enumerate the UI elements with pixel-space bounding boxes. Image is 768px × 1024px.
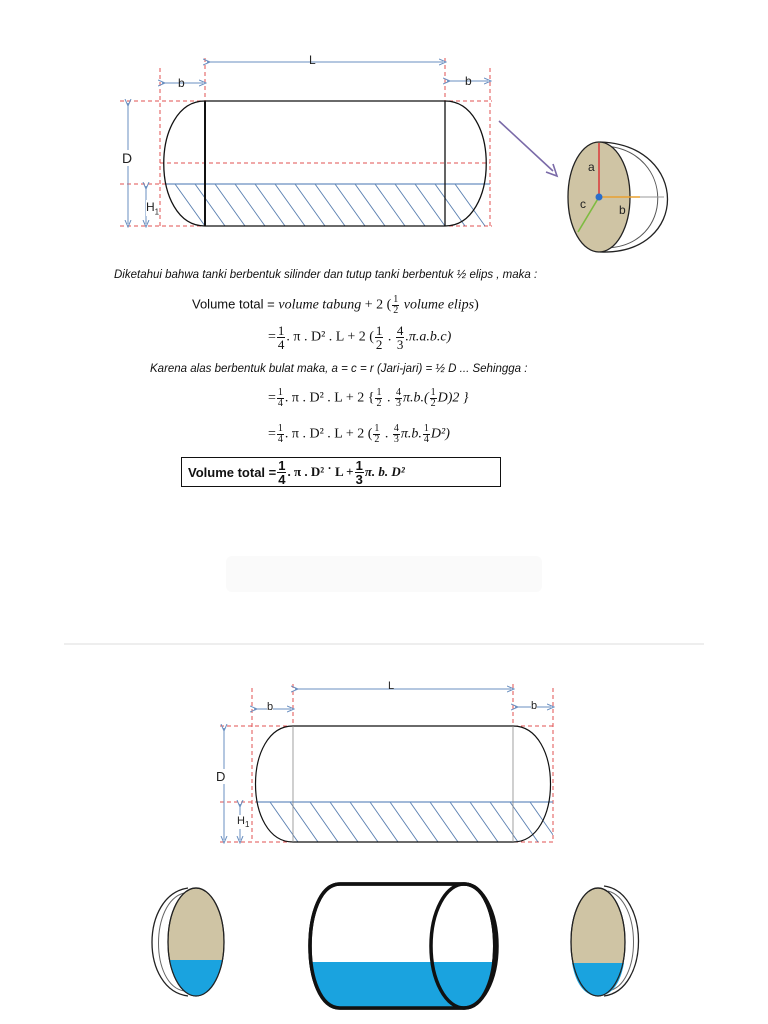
bottom-label-H-text: H <box>237 815 245 827</box>
bottom-label-H-sub: 1 <box>244 820 250 830</box>
eq2-q-den: 4 <box>277 337 285 352</box>
eq3-dot: . <box>383 390 394 406</box>
eq4-mid2: π.b. <box>400 426 422 442</box>
bottom-label-L: L <box>388 680 395 692</box>
liquid-hatch <box>175 184 485 226</box>
cylinder-center <box>296 884 506 1012</box>
label-b-left: b <box>178 76 185 90</box>
final-t-den: 3 <box>355 471 363 487</box>
eq4-q-den: 4 <box>277 434 283 445</box>
because-text: Karena alas berbentuk bulat maka, a = c = r (Jari-jari) = ½ D ... Sehingga : <box>150 363 528 375</box>
eq2-t-num: 4 <box>396 323 404 338</box>
eq3-quarter <box>277 388 284 409</box>
eq3-q-num: 1 <box>277 387 283 398</box>
eq4-third <box>393 424 400 445</box>
faded-region <box>226 556 542 592</box>
eq2-third <box>396 324 405 351</box>
eq1-half-num: 1 <box>393 294 399 305</box>
eq3-end: D)2 } <box>437 390 469 406</box>
eq3-t-num: 4 <box>395 387 401 398</box>
ellipse-label-b: b <box>619 203 626 217</box>
eq4-half <box>373 424 380 445</box>
eq1-tabung: volume tabung <box>278 297 362 313</box>
eq1-half-den: 2 <box>393 305 399 316</box>
final-quarter <box>277 459 286 486</box>
label-L: L <box>309 53 316 67</box>
eq1-plus2: + 2 ( <box>361 297 392 313</box>
eq4-quarter <box>277 424 284 445</box>
tank-diagram-top <box>0 0 768 260</box>
eq2-h-den: 2 <box>375 337 383 352</box>
bottom-label-H1 <box>237 815 249 829</box>
eq1-prefix: Volume total = <box>192 296 279 312</box>
eq2-end: .π.a.b.c) <box>405 329 452 345</box>
eq2-quarter <box>277 324 286 351</box>
eq4-dot: . <box>381 426 392 442</box>
section-divider <box>64 643 704 645</box>
eq2-mid: . π . D² . L + 2 ( <box>286 329 374 345</box>
eq3-h2-num: 1 <box>430 387 436 398</box>
final-formula-box <box>181 457 501 487</box>
pointer-arrow <box>499 121 557 176</box>
final-q-den: 4 <box>278 471 286 487</box>
eq2-t-den: 3 <box>396 337 404 352</box>
label-H-text: H <box>146 200 155 214</box>
eq3-eq: = <box>268 390 276 406</box>
eq2-q-num: 1 <box>277 323 285 338</box>
eq2-dot: . <box>384 329 395 345</box>
eq2-h-num: 1 <box>375 323 383 338</box>
eq3-mid2: π.b.( <box>402 390 429 406</box>
intro-text: Diketahui bahwa tanki berbentuk silinder dan tutup tanki berbentuk ½ elips , maka : <box>114 269 538 281</box>
eq4-q-num: 1 <box>277 423 283 434</box>
bottom-label-D: D <box>216 769 226 784</box>
label-b-right: b <box>465 74 472 88</box>
final-end: π. b. D² <box>364 464 405 479</box>
final-t-num: 1 <box>355 457 363 473</box>
eq4-eq: = <box>268 426 276 442</box>
eq4-h-den: 2 <box>374 434 380 445</box>
eq3-h2-den: 2 <box>430 398 436 409</box>
equation-3 <box>268 388 469 409</box>
eq4-t-den: 3 <box>393 434 399 445</box>
ellipse-label-c: c <box>580 197 586 211</box>
eq2-eq: = <box>268 329 276 345</box>
end-cap-right <box>571 886 639 996</box>
bottom-label-b-left: b <box>267 701 274 713</box>
equation-1 <box>192 295 479 316</box>
eq4-quarter2 <box>423 424 430 445</box>
final-q-num: 1 <box>278 457 286 473</box>
eq3-half <box>375 388 382 409</box>
eq4-q2-num: 1 <box>423 423 429 434</box>
eq1-half <box>392 295 399 316</box>
eq4-h-num: 1 <box>374 423 380 434</box>
eq1-close: ) <box>474 297 479 313</box>
bottom-label-b-right: b <box>531 700 538 712</box>
final-prefix: Volume total = <box>188 464 277 480</box>
final-mid: . π . D² ˙ L + <box>287 464 354 479</box>
label-H1 <box>146 200 159 216</box>
eq3-mid: . π . D² . L + 2 { <box>284 390 375 406</box>
eq4-end: D²) <box>430 426 450 442</box>
eq4-mid: . π . D² . L + 2 ( <box>284 426 373 442</box>
eq3-t-den: 3 <box>395 398 401 409</box>
eq3-half2 <box>430 388 437 409</box>
eq1-elips: volume elips <box>400 297 475 313</box>
ellipse-label-a: a <box>588 160 595 174</box>
eq3-third <box>395 388 402 409</box>
eq3-h-num: 1 <box>376 387 382 398</box>
label-H-sub: 1 <box>154 207 160 217</box>
equation-4 <box>268 424 450 445</box>
eq4-q2-den: 4 <box>423 434 429 445</box>
end-cap-left <box>152 888 224 996</box>
equation-2 <box>268 324 451 351</box>
eq2-half <box>375 324 384 351</box>
eq4-t-num: 4 <box>393 423 399 434</box>
label-D: D <box>122 150 133 166</box>
tank-diagram-bottom <box>0 660 768 1024</box>
final-third <box>355 459 364 486</box>
eq3-q-den: 4 <box>277 398 283 409</box>
eq3-h-den: 2 <box>376 398 382 409</box>
